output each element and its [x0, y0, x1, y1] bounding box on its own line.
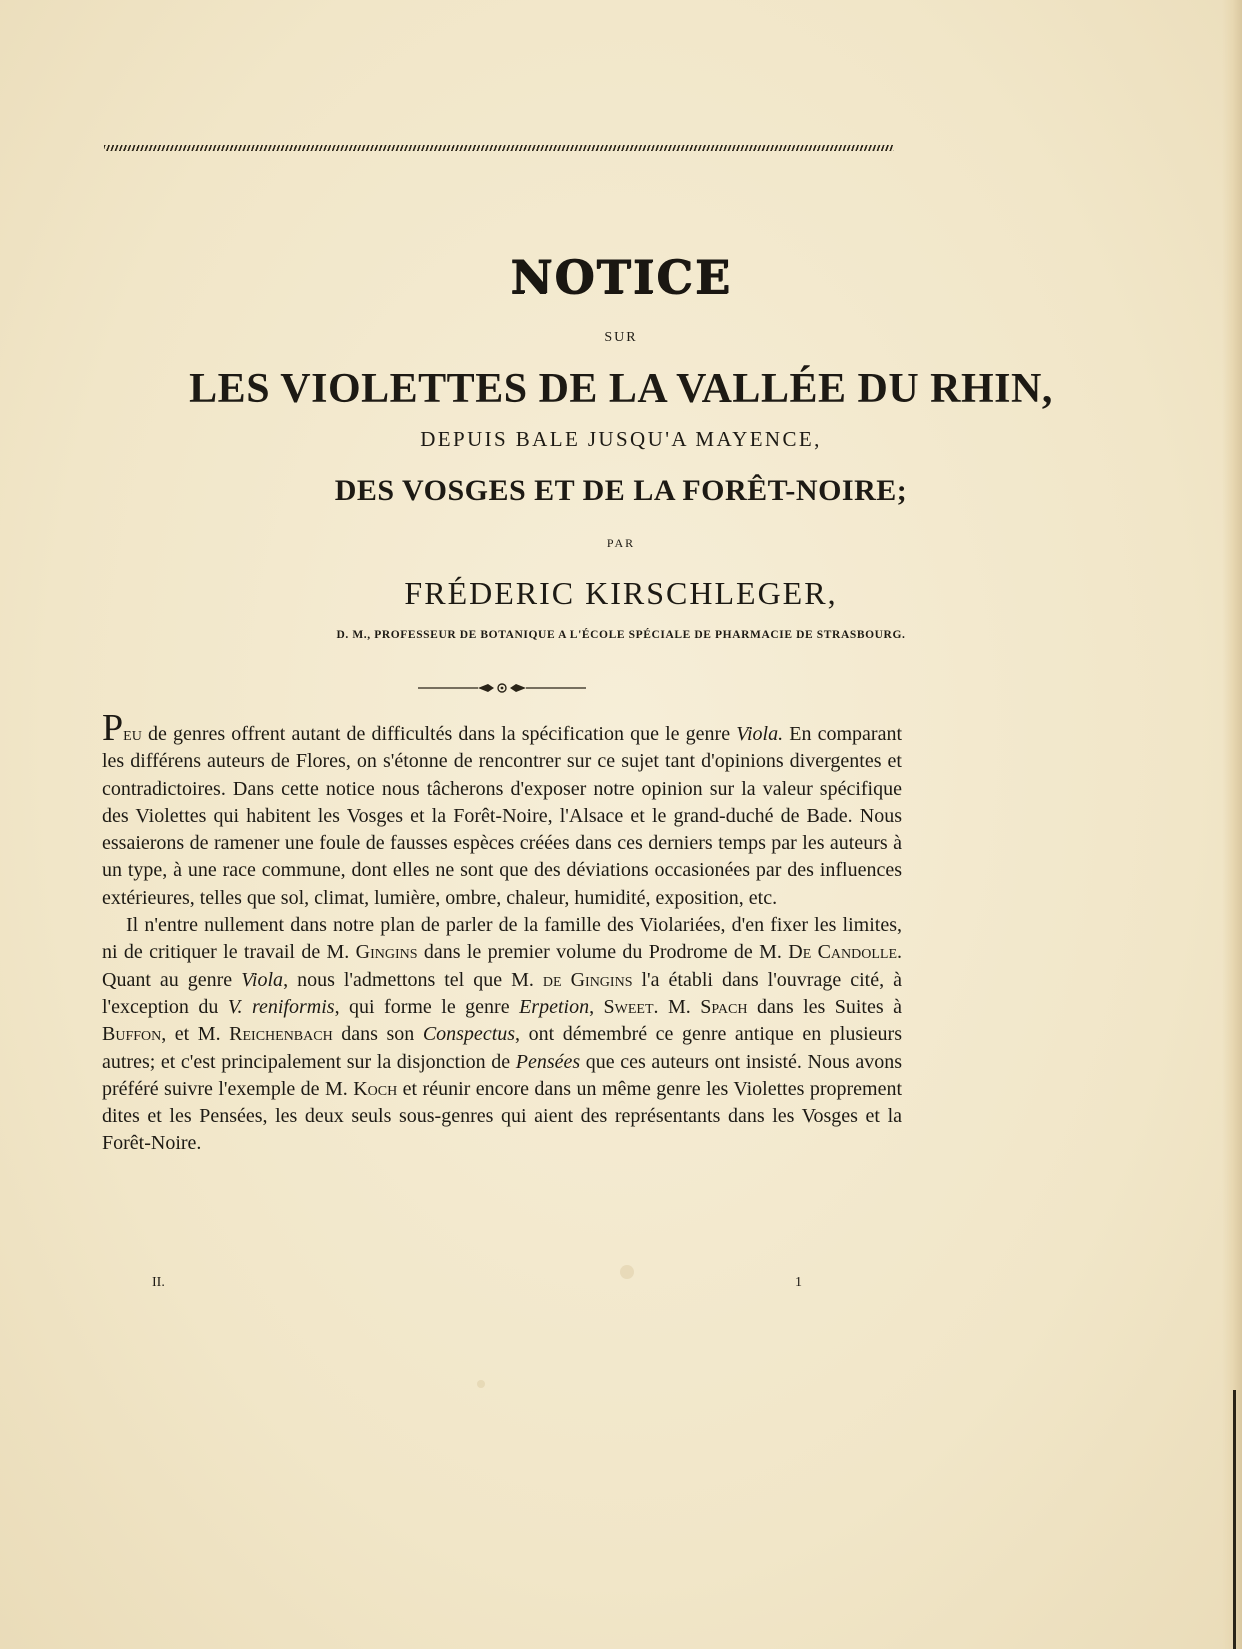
author-affiliation: D. M., PROFESSEUR DE BOTANIQUE A L'ÉCOLE SPÉCIALE DE PHARMACIE DE STRASBOURG. [336, 629, 906, 641]
subtitle-line-2: DES VOSGES ET DE LA FORÊT-NOIRE; [334, 474, 908, 507]
ornament-divider-icon [418, 682, 586, 694]
by-line-par: PAR [606, 536, 636, 550]
paragraph-2: Il n'entre nullement dans notre plan de parler de la famille des Violariées, d'en fixer les limites, ni de critiquer le travail de M. Gingins dans le premier volume du Prodrome de M. De Candolle. Quant au genre Viola, nous l'admettons tel que M. de Gingins l'a établi dans l'ouvrage cité, à l'exception du V. reniformis, qui forme le genre Erpetion, Sweet. M. Spach dans les Suites à Buffon, et M. Reichenbach dans son Conspectus, ont démembré ce genre antique en plusieurs autres; et c'est principalement sur la disjonction de Pensées que ces auteurs ont insisté. Nous avons préféré suivre l'exemple de M. Koch et réunir encore dans un même genre les Violettes proprement dites et les Pensées, les deux seuls sous-genres qui aient des représentants dans les Vosges et la Forêt-Noire. [102, 914, 903, 1155]
paragraph-1: Peu de genres offrent autant de difficultés dans la spécification que le genre Viola. En comparant les différens auteurs de Flores, on s'étonne de rencontrer sur ce sujet tant d'opinions divergentes et contradictoires. Dans cette notice nous tâcherons d'exposer notre opinion sur la valeur spécifique des Violettes qui habitent les Vosges et la Forêt-Noire, l'Alsace et le grand-duché de Bade. Nous essaierons de ramener une foule de fausses espèces créées dans ces derniers temps par les auteurs à un type, à une race commune, dont elles ne sont que des déviations occasionées par des influences extérieures, telles que sol, climat, lumière, ombre, chaleur, humidité, exposition, etc. [102, 707, 902, 909]
main-title: LES VIOLETTES DE LA VALLÉE DU RHIN, [189, 366, 1053, 412]
subtitle-line-1: DEPUIS BALE JUSQU'A MAYENCE, [420, 427, 822, 451]
drop-cap: P [102, 707, 124, 749]
author-name: FRÉDERIC KIRSCHLEGER, [404, 575, 838, 611]
paper-stain [620, 1265, 634, 1279]
page-edge-shadow [1222, 0, 1242, 1649]
top-decorative-rule [104, 145, 894, 151]
body-text [102, 707, 903, 1158]
notice-title: NOTICE [510, 250, 732, 304]
title-sur: SUR [604, 330, 638, 345]
signature-mark: II. [152, 1275, 165, 1290]
page-edge-line [1233, 1390, 1236, 1649]
page-number: 1 [795, 1275, 802, 1290]
paper-stain [477, 1380, 485, 1388]
